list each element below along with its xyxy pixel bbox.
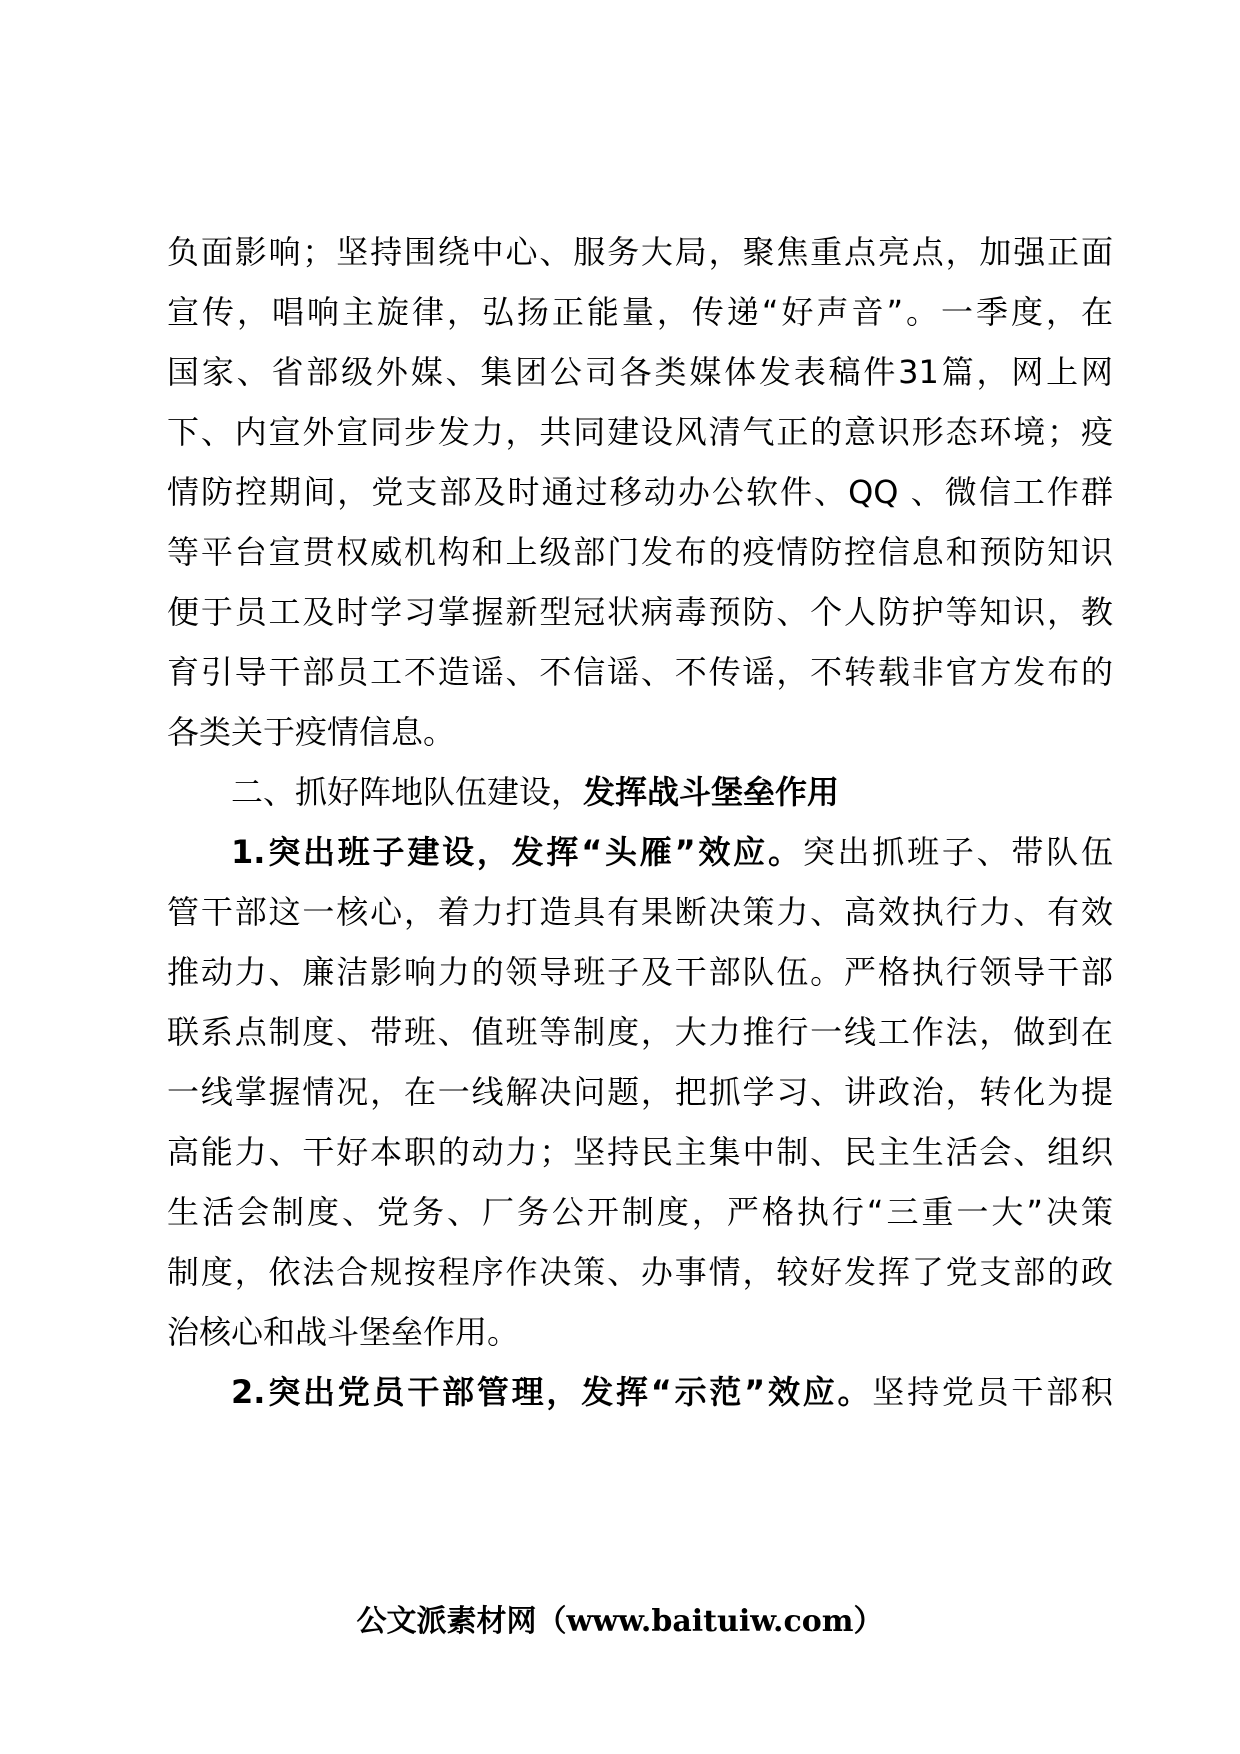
item-2-lead-rest: 坚持党员干部积 [872, 1373, 1113, 1411]
item-2-lead: 2.突出党员干部管理，发挥“示范”效应。 [231, 1373, 873, 1411]
paragraph-line: 一线掌握情况，在一线解决问题，把抓学习、讲政治，转化为提 [167, 1073, 1113, 1111]
paragraph-line: 各类关于疫情信息。 [167, 713, 456, 751]
paragraph-line: 宣传，唱响主旋律，弘扬正能量，传递“好声音”。一季度，在 [167, 293, 1113, 331]
paragraph-line: 国家、省部级外媒、集团公司各类媒体发表稿件31篇，网上网 [167, 353, 1113, 391]
paragraph-line: 便于员工及时学习掌握新型冠状病毒预防、个人防护等知识，教 [167, 593, 1113, 631]
item-1-lead-rest: 突出抓班子、带队伍 [802, 833, 1113, 871]
paragraph-line: 等平台宣贯权威机构和上级部门发布的疫情防控信息和预防知识 [167, 533, 1113, 571]
paragraph-line: 负面影响；坚持围绕中心、服务大局，聚焦重点亮点，加强正面 [167, 233, 1113, 271]
section-heading-plain: 二、抓好阵地队伍建设， [231, 773, 584, 811]
section-heading [167, 762, 1113, 822]
section-heading-bold: 发挥战斗堡垒作用 [583, 773, 840, 811]
paragraph-line: 下、内宣外宣同步发力，共同建设风清气正的意识形态环境；疫 [167, 413, 1113, 451]
paragraph-line: 联系点制度、带班、值班等制度，大力推行一线工作法，做到在 [167, 1013, 1113, 1051]
paragraph-line: 育引导干部员工不造谣、不信谣、不传谣，不转载非官方发布的 [167, 653, 1113, 691]
paragraph-line: 管干部这一核心，着力打造具有果断决策力、高效执行力、有效 [167, 893, 1113, 931]
item-2-first-line [167, 1362, 1113, 1422]
item-1-first-line [167, 822, 1113, 882]
paragraph-line: 推动力、廉洁影响力的领导班子及干部队伍。严格执行领导干部 [167, 953, 1113, 991]
paragraph-line: 制度，依法合规按程序作决策、办事情，较好发挥了党支部的政 [167, 1253, 1113, 1291]
paragraph-line: 治核心和战斗堡垒作用。 [167, 1313, 520, 1351]
document-body [167, 222, 1113, 1422]
paragraph-line: 高能力、干好本职的动力；坚持民主集中制、民主生活会、组织 [167, 1133, 1113, 1171]
footer-source: 公文派素材网（www.baituiw.com） [356, 1604, 884, 1639]
paragraph-line: 生活会制度、党务、厂务公开制度，严格执行“三重一大”决策 [167, 1193, 1113, 1231]
item-1-lead: 1.突出班子建设，发挥“头雁”效应。 [231, 833, 803, 871]
paragraph-line: 情防控期间，党支部及时通过移动办公软件、QQ 、微信工作群 [167, 473, 1113, 511]
